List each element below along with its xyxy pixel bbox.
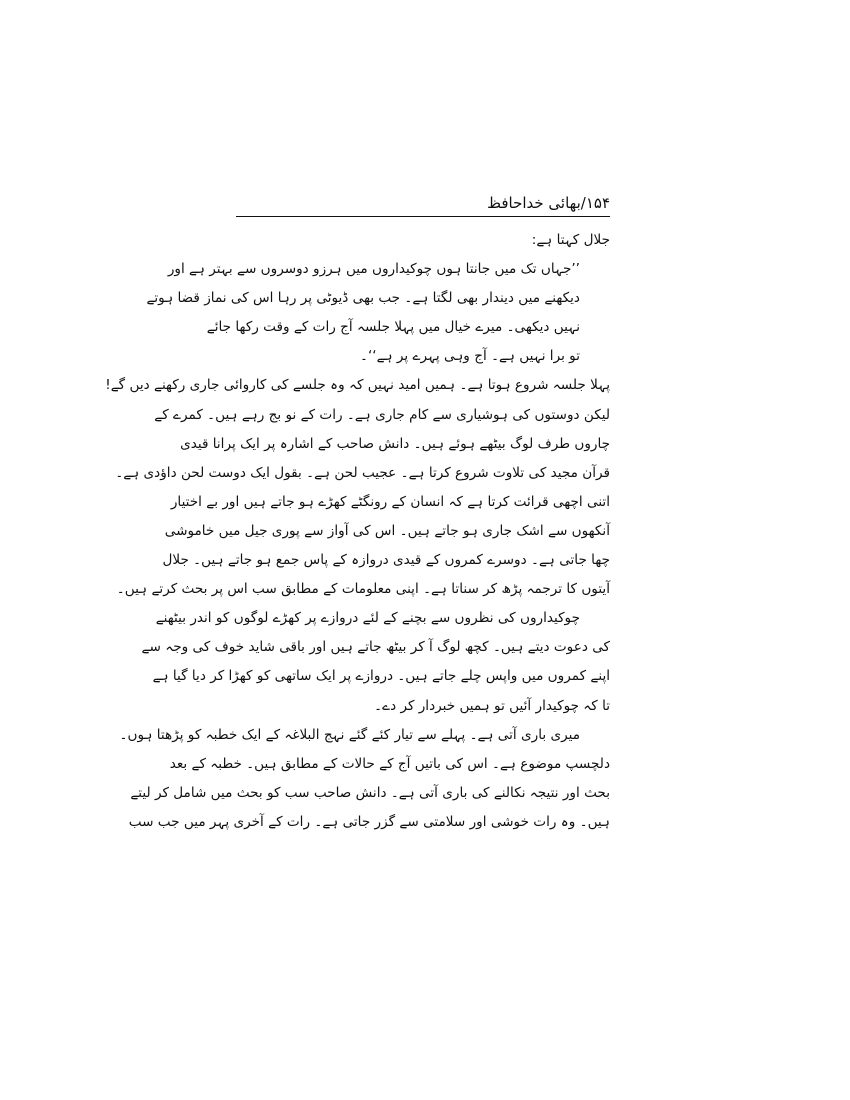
- text-line: چھا جاتی ہے۔ دوسرے کمروں کے قیدی دروازہ کے پاس جمع ہو جاتے ہیں۔ جلال: [162, 552, 610, 569]
- text-line: آیتوں کا ترجمہ پڑھ کر سناتا ہے۔ اپنی معلومات کے مطابق سب اس پر بحث کرتے ہیں۔: [116, 581, 610, 598]
- text-line: بحث اور نتیجہ نکالنے کی باری آتی ہے۔ دانش صاحب سب کو بحث میں شامل کر لیتے: [130, 784, 610, 801]
- text-line: اپنے کمروں میں واپس چلے جاتے ہیں۔ دروازے پر ایک ساتھی کو کھڑا کر دیا گیا ہے: [152, 668, 610, 685]
- text-line: دلچسپ موضوع ہے۔ اس کی باتیں آج کے حالات کے مطابق ہیں۔ خطبہ کے بعد: [169, 755, 610, 772]
- text-line: میری باری آتی ہے۔ پہلے سے تیار کئے گئے نہج البلاغہ کے ایک خطبہ کو پڑھتا ہوں۔: [119, 726, 580, 743]
- text-line: دیکھنے میں دیندار بھی لگتا ہے۔ جب بھی ڈیوٹی پر رہا اس کی نماز قضا ہوتے: [146, 290, 580, 307]
- text-line: تو برا نہیں ہے۔ آج وہی پہرے پر ہے‘‘۔: [360, 348, 580, 365]
- text-line: کی دعوت دیتے ہیں۔ کچھ لوگ آ کر بیٹھ جاتے ہیں اور باقی شاید خوف کی وجہ سے: [141, 639, 610, 656]
- body-text: [105, 226, 610, 837]
- text-line: تا کہ چوکیدار آئیں تو ہمیں خبردار کر دے۔: [374, 697, 610, 714]
- text-line: اتنی اچھی قرائت کرتا ہے کہ انسان کے رونگٹے کھڑے ہو جاتے ہیں اور بے اختیار: [170, 493, 610, 510]
- text-line: لیکن دوستوں کی ہوشیاری سے کام جاری ہے۔ رات کے نو بج رہے ہیں۔ کمرے کے: [154, 406, 610, 423]
- text-line: پہلا جلسہ شروع ہوتا ہے۔ ہمیں امید نہیں کہ وہ جلسے کی کاروائی جاری رکھنے دیں گے!: [105, 377, 610, 394]
- page-header: [236, 190, 610, 216]
- text-line: چوکیداروں کی نظروں سے بچنے کے لئے دروازے پر کھڑے لوگوں کو اندر بیٹھنے: [155, 610, 580, 627]
- page-number-title: ۱۵۴/بھائی خداحافظ: [487, 194, 610, 212]
- text-line: جلال کہتا ہے:: [531, 232, 610, 248]
- text-line: ہیں۔ وہ رات خوشی اور سلامتی سے گزر جاتی ہے۔ رات کے آخری پہر میں جب سب: [128, 813, 610, 830]
- text-line: قرآن مجید کی تلاوت شروع کرتا ہے۔ عجیب لحن ہے۔ بقول ایک دوست لحن داؤدی ہے۔: [115, 464, 610, 481]
- text-line: نہیں دیکھی۔ میرے خیال میں پہلا جلسہ آج رات کے وقت رکھا جائے: [206, 319, 580, 336]
- header-divider: [236, 216, 610, 217]
- text-line: آنکھوں سے اشک جاری ہو جاتے ہیں۔ اس کی آواز سے پوری جیل میں خاموشی: [164, 522, 610, 539]
- text-line: ’’جہاں تک میں جانتا ہوں چوکیداروں میں ہرزو دوسروں سے بہتر ہے اور: [167, 261, 580, 278]
- text-line: چاروں طرف لوگ بیٹھے ہوئے ہیں۔ دانش صاحب کے اشارہ پر ایک پرانا قیدی: [180, 435, 610, 452]
